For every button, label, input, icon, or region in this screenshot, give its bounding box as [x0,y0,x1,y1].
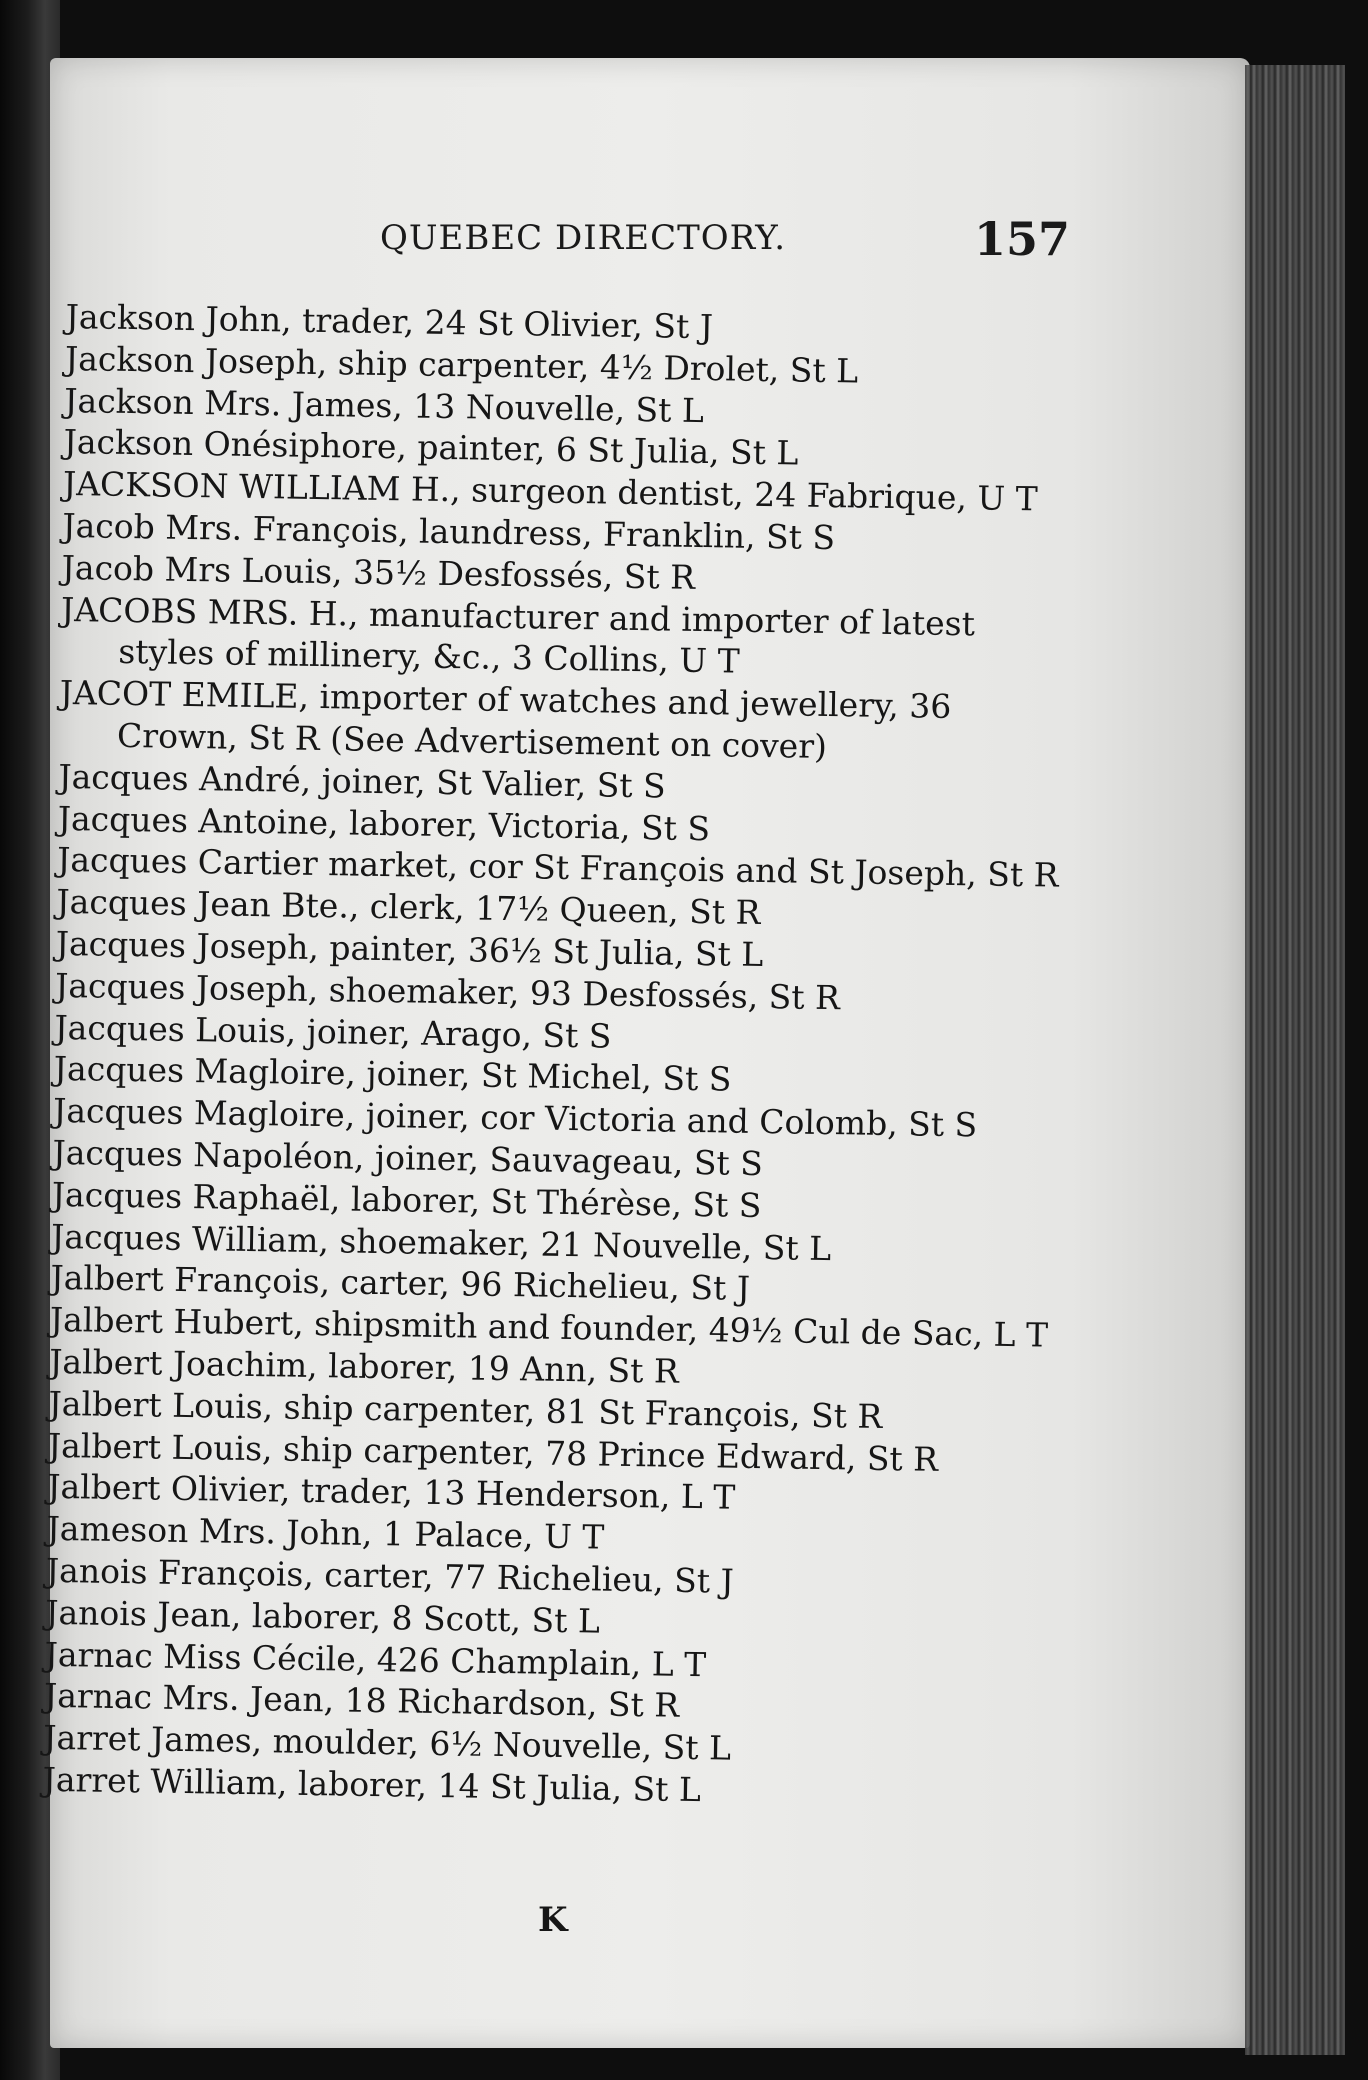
directory-entry: Jacques André, joiner, St Valier, St S [58,756,667,806]
directory-entry: Jalbert Hubert, shipsmith and founder, 49½ Cul de Sac, L T [49,1300,1049,1355]
directory-entry: Jacques Antoine, laborer, Victoria, St S [57,798,711,848]
directory-entry: Jacques Magloire, joiner, St Michel, St S [53,1049,732,1099]
page-header [380,212,1080,282]
directory-entry: Jacques Magloire, joiner, cor Victoria and Colomb, St S [52,1091,978,1145]
directory-entry: Jalbert Louis, ship carpenter, 81 St François, St R [48,1383,883,1436]
directory-entry: Janois Jean, laborer, 8 Scott, St L [45,1592,601,1641]
page-number: 157 [973,212,1070,266]
directory-entry: Jalbert François, carter, 96 Richelieu, St J [50,1258,751,1309]
directory-entry: Jameson Mrs. John, 1 Palace, U T [46,1508,605,1557]
directory-entry: Jarret William, laborer, 14 St Julia, St L [42,1759,702,1810]
section-letter: K [538,1900,568,1940]
directory-entry: Jacques Jean Bte., clerk, 17½ Queen, St R [56,882,761,933]
directory-entry: Jacques Cartier market, cor St François and St Joseph, St R [56,840,1059,896]
running-head: QUEBEC DIRECTORY. [380,218,787,258]
directory-entry: Jacques Raphaël, laborer, St Thérèse, St S [51,1174,762,1225]
directory-entry: JACOT EMILE, importer of watches and jewellery, 36 Crown, St R (See Advertisement on cover) [59,673,952,766]
directory-entry: Jalbert Louis, ship carpenter, 78 Prince Edward, St R [47,1425,939,1479]
directory-entry: Jalbert Joachim, laborer, 19 Ann, St R [48,1341,680,1391]
directory-entry: Jarret James, moulder, 6½ Nouvelle, St L [43,1717,732,1768]
directory-entry: Jarnac Miss Cécile, 426 Champlain, L T [44,1634,707,1684]
directory-entry: Jacques Napoléon, joiner, Sauvageau, St S [52,1132,764,1183]
directory-entry: Jacques Joseph, shoemaker, 93 Desfossés, St R [54,965,841,1017]
directory-entry: Jackson John, trader, 24 St Olivier, St J [65,296,714,347]
directory-entry: JACOBS MRS. H., manufacturer and importer of latest styles of millinery, &c., 3 Collins, U T [60,589,976,681]
directory-entry: Jackson Mrs. James, 13 Nouvelle, St L [64,380,705,430]
directory-entry: Janois François, carter, 77 Richelieu, St J [45,1550,735,1601]
directory-entries [42,296,1086,1817]
directory-entry: Jackson Joseph, ship carpenter, 4½ Drolet, St L [64,338,859,391]
directory-entry: Jacob Mrs. François, laundress, Franklin, St S [62,505,836,558]
page-edges [1245,65,1345,2055]
directory-entry: Jacob Mrs Louis, 35½ Desfossés, St R [61,547,696,597]
directory-entry: Jackson Onésiphore, painter, 6 St Julia, St L [63,422,799,473]
directory-entry: Jacques Joseph, painter, 36½ St Julia, St L [55,923,764,974]
directory-entry: Jacques Louis, joiner, Arago, St S [54,1007,612,1056]
directory-entry: Jacques William, shoemaker, 21 Nouvelle, St L [50,1216,832,1268]
directory-entry: Jalbert Olivier, trader, 13 Henderson, L T [46,1467,736,1517]
directory-entry: JACKSON WILLIAM H., surgeon dentist, 24 Fabrique, U T [62,464,1039,519]
directory-entry: Jarnac Mrs. Jean, 18 Richardson, St R [43,1676,680,1726]
